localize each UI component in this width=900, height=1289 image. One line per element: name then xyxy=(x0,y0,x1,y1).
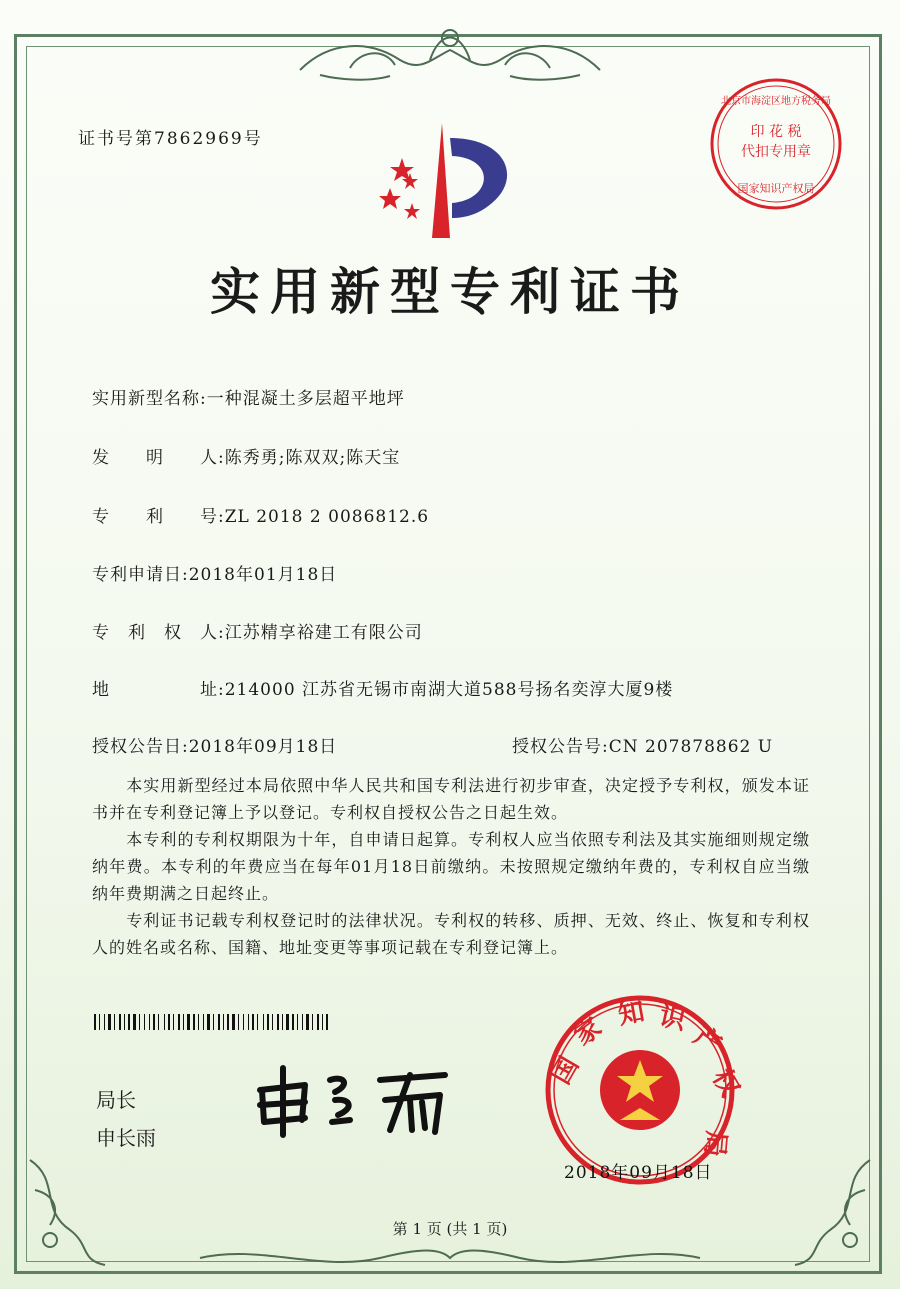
svg-text:印 花 税: 印 花 税 xyxy=(750,124,802,140)
svg-text:局: 局 xyxy=(698,1129,731,1158)
field-grant-number xyxy=(512,732,773,757)
svg-text:代扣专用章: 代扣专用章 xyxy=(741,144,811,160)
svg-text:识: 识 xyxy=(656,1001,689,1037)
field-label: 发 明 人: xyxy=(92,448,225,468)
bottom-left-ornament-icon xyxy=(20,1150,110,1270)
bottom-right-ornament-icon xyxy=(790,1150,880,1270)
field-utility-model-name xyxy=(92,384,405,409)
bottom-center-ornament-icon xyxy=(200,1240,700,1276)
field-application-date xyxy=(92,560,337,585)
svg-text:产: 产 xyxy=(687,1021,727,1061)
paragraph-grant: 本实用新型经过本局依照中华人民共和国专利法进行初步审查，决定授予专利权，颁发本证书并在专利登记簿上予以登记。专利权自授权公告之日起生效。 xyxy=(92,776,810,822)
field-value: 陈秀勇;陈双双;陈天宝 xyxy=(224,448,401,468)
top-ornament-icon xyxy=(290,20,610,90)
tax-seal-icon xyxy=(706,74,846,214)
field-label: 授权公告日: xyxy=(92,737,189,757)
svg-text:知: 知 xyxy=(616,996,647,1031)
patent-office-logo-icon xyxy=(372,118,522,248)
field-label: 专 利 号: xyxy=(92,507,225,527)
director-signature-icon xyxy=(250,1060,460,1140)
page-footer: 第 1 页 (共 1 页) xyxy=(392,1220,508,1238)
director-title: 局长 xyxy=(96,1088,136,1112)
paragraph-legal-status: 专利证书记载专利权登记时的法律状况。专利权的转移、质押、无效、终止、恢复和专利权人的姓名或名称、国籍、地址变更等事项记载在专利登记簿上。 xyxy=(92,911,810,957)
seal-date: 2018年09月18日 xyxy=(564,1163,713,1183)
field-value: 2018年09月18日 xyxy=(188,737,338,757)
field-label: 实用新型名称: xyxy=(92,389,207,409)
field-value: 214000 江苏省无锡市南湖大道588号扬名奕淳大厦9楼 xyxy=(224,680,674,700)
field-value: CN 207878862 U xyxy=(608,737,774,757)
paragraph-term: 本专利的专利权期限为十年，自申请日起算。专利权人应当依照专利法及其实施细则规定缴纳年费。本专利的年费应当在每年01月18日前缴纳。未按照规定缴纳年费的，专利权自应当缴纳年费期满之日起终止。 xyxy=(92,830,810,903)
field-label: 专利申请日: xyxy=(92,565,189,585)
barcode-icon xyxy=(94,1014,334,1030)
certificate-number: 证书号第7862969号 xyxy=(78,129,263,149)
svg-text:国家知识产权局: 国家知识产权局 xyxy=(737,182,815,195)
field-value: 一种混凝土多层超平地坪 xyxy=(206,389,405,409)
svg-text:权: 权 xyxy=(705,1064,745,1103)
field-value: ZL 2018 2 0086812.6 xyxy=(224,507,430,527)
field-patent-number xyxy=(92,502,429,527)
field-value: 2018年01月18日 xyxy=(188,565,338,585)
field-label: 授权公告号: xyxy=(512,737,609,757)
field-label: 地 址: xyxy=(92,680,225,700)
field-patentee xyxy=(92,618,423,643)
certificate-title: 实用新型专利证书 xyxy=(210,263,690,321)
field-address xyxy=(92,675,673,700)
svg-text:国: 国 xyxy=(546,1051,586,1090)
field-value: 江苏精享裕建工有限公司 xyxy=(224,623,423,643)
svg-text:北京市海淀区地方税务局: 北京市海淀区地方税务局 xyxy=(721,96,831,107)
field-grant-date xyxy=(92,732,337,757)
field-label: 专 利 权 人: xyxy=(92,623,225,643)
director-name: 申长雨 xyxy=(96,1126,156,1150)
field-inventor xyxy=(92,443,400,468)
svg-text:家: 家 xyxy=(568,1012,608,1052)
